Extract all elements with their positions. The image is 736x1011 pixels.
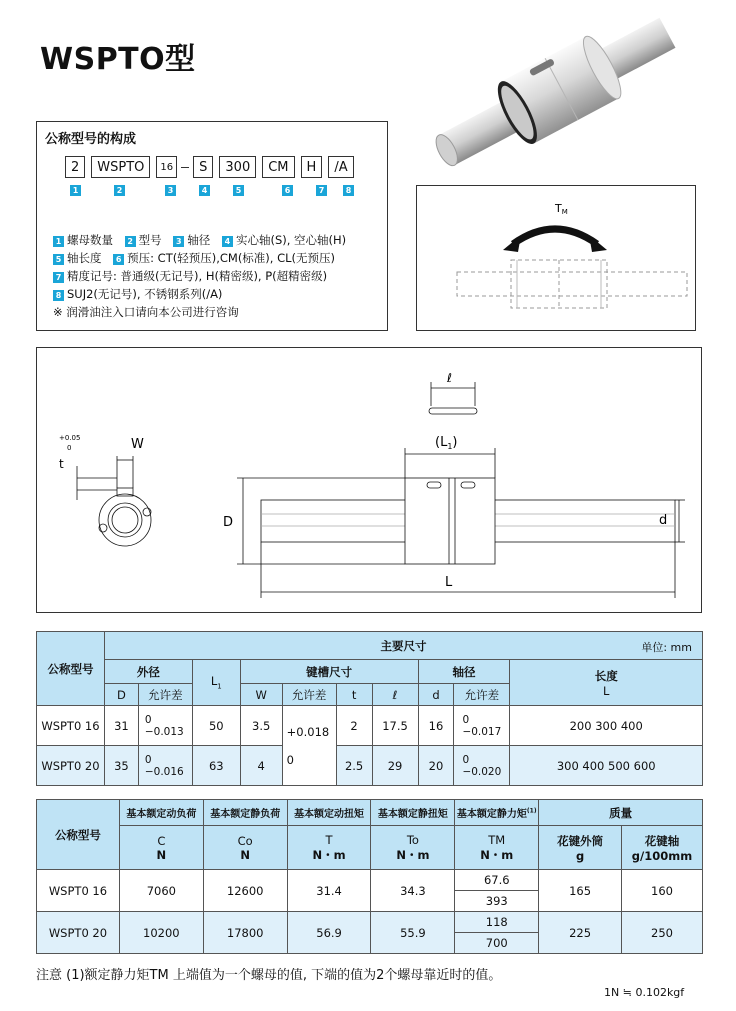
l-header: ℓ <box>372 684 418 706</box>
shaft-mass-unit: 花键轴 g/100mm <box>622 826 703 870</box>
cell-l: 29 <box>372 746 418 786</box>
cell-W: 4 <box>240 746 282 786</box>
dimension-drawing-box <box>36 347 702 613</box>
unit-conversion-note: 1N ≒ 0.102kgf <box>604 986 685 999</box>
legend-text: 型号 <box>138 233 162 247</box>
t-label: t <box>59 457 64 471</box>
cell-T0: 34.3 <box>371 870 455 912</box>
cell-shaft-mass: 160 <box>622 870 703 912</box>
badge-2: 2 <box>114 185 125 196</box>
code-nut-count: 2 <box>65 156 85 178</box>
unit-label: 单位: mm <box>641 641 692 654</box>
legend-text: 精度记号: 普通级(无记号), H(精密级), P(超精密级) <box>67 269 328 283</box>
code-length: 300 <box>219 156 256 178</box>
legend-text: 螺母数量 <box>67 233 113 247</box>
T0-header: 基本额定静扭矩 <box>371 800 455 826</box>
l1-header: $L_1$ <box>192 660 240 706</box>
composition-heading: 公称型号的构成 <box>45 132 137 147</box>
badge-1: 1 <box>70 185 81 196</box>
length-label: L <box>445 575 453 590</box>
badge-3: 3 <box>165 185 176 196</box>
legend-badge: 2 <box>125 236 136 247</box>
cell-C: 10200 <box>119 912 203 954</box>
badge-7: 7 <box>316 185 327 196</box>
legend-line-1 <box>53 232 346 248</box>
badge-5: 5 <box>233 185 244 196</box>
TM-unit: TM N・m <box>455 826 539 870</box>
cell-W-tol: +0.018 0 <box>282 706 336 786</box>
legend-text: SUJ2(无记号), 不锈钢系列(/A) <box>67 287 223 301</box>
legend-line-2 <box>53 250 335 266</box>
cell-shaft-mass: 250 <box>622 912 703 954</box>
legend-line-4 <box>53 286 222 302</box>
C0-unit: Co N <box>203 826 287 870</box>
model-code-row <box>65 156 360 178</box>
cell-T: 56.9 <box>287 912 371 954</box>
cell-d: 16 <box>418 706 454 746</box>
C-unit: C N <box>119 826 203 870</box>
d-header: d <box>418 684 454 706</box>
t-tol-top: +0.05 <box>59 434 81 442</box>
footnote: 注意 (1)额定静力矩TM 上端值为一个螺母的值, 下端的值为2个螺母靠近时的值。 <box>36 968 502 983</box>
keyway-header: 键槽尺寸 <box>240 660 418 684</box>
cell-model: WSPT0 16 <box>37 870 120 912</box>
badge-8: 8 <box>343 185 354 196</box>
legend-badge: 7 <box>53 272 64 283</box>
page-title: WSPTO型 <box>40 42 196 77</box>
key-length-label: ℓ <box>447 371 452 385</box>
cell-D: 35 <box>104 746 138 786</box>
cell-d-tol: 0 −0.020 <box>454 746 510 786</box>
badge-4: 4 <box>199 185 210 196</box>
t-tol-bot: 0 <box>67 444 72 452</box>
code-model: WSPTO <box>91 156 150 178</box>
table-row <box>37 706 703 746</box>
t-header: t <box>336 684 372 706</box>
legend-badge: 5 <box>53 254 64 265</box>
code-dash <box>181 167 189 168</box>
cell-model: WSPT0 20 <box>37 912 120 954</box>
code-accuracy: H <box>301 156 323 178</box>
arrow-left-icon <box>503 235 521 252</box>
shaft-dia-label: d <box>659 513 668 528</box>
cell-TM-double: 700 <box>455 933 539 954</box>
D-header: D <box>104 684 138 706</box>
code-material: /A <box>328 156 353 178</box>
cell-D-tol: 0 −0.013 <box>138 706 192 746</box>
lubrication-note: ※ 润滑油注入口请向本公司进行咨询 <box>53 305 239 319</box>
nut-mass-unit: 花键外筒 g <box>539 826 622 870</box>
main-dimensions-table <box>36 631 703 786</box>
cell-nut-mass: 165 <box>539 870 622 912</box>
main-dims-title: 主要尺寸 <box>380 638 427 653</box>
cell-L: 200 300 400 <box>510 706 703 746</box>
code-preload: CM <box>262 156 294 178</box>
cell-l: 17.5 <box>372 706 418 746</box>
cell-T0: 55.9 <box>371 912 455 954</box>
W-tol-header: 允许差 <box>282 684 336 706</box>
legend-badge: 4 <box>222 236 233 247</box>
cell-C0: 12600 <box>203 870 287 912</box>
legend-badge: 8 <box>53 290 64 301</box>
legend-line-3 <box>53 268 327 284</box>
torque-label: TM <box>555 202 568 216</box>
shaft-dia-header: 轴径 <box>418 660 510 684</box>
mass-header: 质量 <box>539 800 703 826</box>
model-header: 公称型号 <box>37 632 105 706</box>
cell-t: 2.5 <box>336 746 372 786</box>
nut-length-label: $(L_1)$ <box>435 435 458 451</box>
cell-T: 31.4 <box>287 870 371 912</box>
D-tol-header: 允许差 <box>138 684 192 706</box>
main-dims-header <box>104 632 702 660</box>
torque-diagram-box <box>416 185 696 331</box>
cell-D: 31 <box>104 706 138 746</box>
product-illustration <box>412 8 696 176</box>
model-composition-box <box>36 121 388 331</box>
legend-text: 实心轴(S), 空心轴(H) <box>235 233 347 247</box>
cell-TM-double: 393 <box>455 891 539 912</box>
cell-nut-mass: 225 <box>539 912 622 954</box>
table-row <box>37 912 703 933</box>
table-row <box>37 746 703 786</box>
arrow-right-icon <box>589 235 607 252</box>
W-header: W <box>240 684 282 706</box>
code-shaft-dia: 16 <box>156 156 177 178</box>
d-tol-header: 允许差 <box>454 684 510 706</box>
legend-text: 轴径 <box>187 233 211 247</box>
legend-badge: 3 <box>173 236 184 247</box>
legend-badge: 1 <box>53 236 64 247</box>
outer-dia-label: D <box>223 515 234 530</box>
C-header: 基本额定动负荷 <box>119 800 203 826</box>
cell-d-tol: 0 −0.017 <box>454 706 510 746</box>
cell-model: WSPT0 16 <box>37 706 105 746</box>
length-header: 长度 L <box>510 660 703 706</box>
cell-C: 7060 <box>119 870 203 912</box>
T-header: 基本额定动扭矩 <box>287 800 371 826</box>
TM-header: 基本额定静力矩$^{(1)}$ <box>455 800 539 826</box>
badge-6: 6 <box>282 185 293 196</box>
load-rating-table <box>36 799 703 954</box>
cell-W: 3.5 <box>240 706 282 746</box>
cell-D-tol: 0 −0.016 <box>138 746 192 786</box>
cell-L: 300 400 500 600 <box>510 746 703 786</box>
legend-text: 预压: CT(轻预压),CM(标准), CL(无预压) <box>127 251 336 265</box>
T0-unit: To N・m <box>371 826 455 870</box>
C0-header: 基本额定静负荷 <box>203 800 287 826</box>
cell-t: 2 <box>336 706 372 746</box>
cell-TM-single: 118 <box>455 912 539 933</box>
cell-d: 20 <box>418 746 454 786</box>
w-label: W <box>131 437 144 452</box>
dimension-drawing <box>37 348 701 612</box>
code-shaft-type: S <box>193 156 213 178</box>
outer-dia-header: 外径 <box>104 660 192 684</box>
cell-L1: 63 <box>192 746 240 786</box>
cell-C0: 17800 <box>203 912 287 954</box>
cell-L1: 50 <box>192 706 240 746</box>
T-unit: T N・m <box>287 826 371 870</box>
legend-text: 轴长度 <box>67 251 102 265</box>
cell-TM-single: 67.6 <box>455 870 539 891</box>
model-header: 公称型号 <box>37 800 120 870</box>
cell-model: WSPT0 20 <box>37 746 105 786</box>
legend-badge: 6 <box>113 254 124 265</box>
table-row <box>37 870 703 891</box>
torque-diagram <box>417 186 695 330</box>
